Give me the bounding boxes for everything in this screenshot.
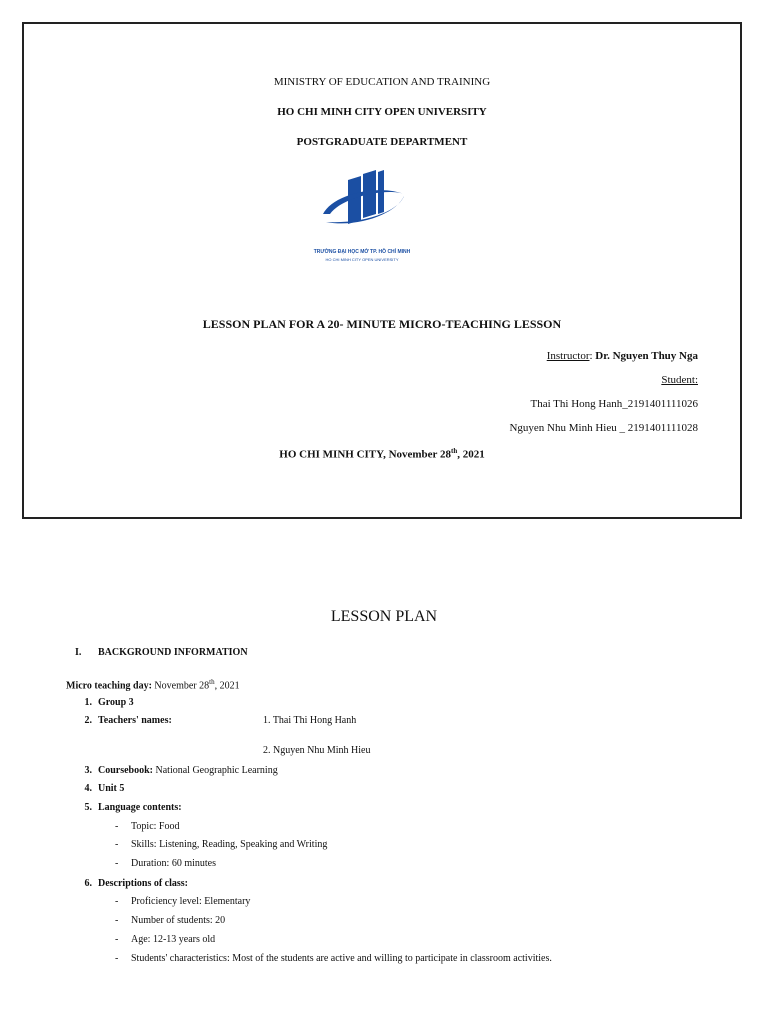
- place-date-year: , 2021: [457, 448, 485, 461]
- teacher-name-1: 1. Thai Thi Hong Hanh: [263, 715, 357, 726]
- item-number: 6.: [84, 878, 92, 889]
- day-value-year: , 2021: [214, 680, 240, 692]
- department-line: POSTGRADUATE DEPARTMENT: [296, 136, 468, 148]
- section-title: BACKGROUND INFORMATION: [98, 647, 248, 658]
- student-label: Student:: [661, 374, 698, 386]
- item-number: 1.: [84, 697, 92, 708]
- item-number: 2.: [84, 715, 92, 726]
- item-number: 3.: [84, 765, 92, 776]
- unit-item: Unit 5: [98, 783, 125, 794]
- logo-caption-english: HO CHI MINH CITY OPEN UNIVERSITY: [325, 257, 399, 262]
- bullet-dash: -: [115, 821, 119, 832]
- coursebook-label: Coursebook:: [98, 765, 154, 776]
- place-date-sup: th: [451, 447, 458, 455]
- instructor-label: Instructor: [546, 350, 590, 362]
- instructor-name: Dr. Nguyen Thuy Nga: [595, 350, 698, 362]
- cover-title: LESSON PLAN FOR A 20- MINUTE MICRO-TEACHING LESSON: [202, 317, 562, 331]
- class-characteristics: Students' characteristics: Most of the students are active and willing to participate in classroom activities.: [131, 953, 552, 964]
- group-item: Group 3: [98, 697, 134, 708]
- language-topic: Topic: Food: [131, 821, 180, 832]
- language-contents-label: Language contents:: [98, 802, 182, 813]
- instructor-line: Instructor: Dr. Nguyen Thuy Nga: [546, 350, 698, 362]
- lesson-plan-heading: LESSON PLAN: [330, 608, 438, 625]
- language-skills: Skills: Listening, Reading, Speaking and Writing: [131, 839, 328, 850]
- day-value: November 28: [154, 680, 210, 692]
- teachers-label: Teachers' names:: [98, 715, 172, 726]
- bullet-dash: -: [115, 896, 119, 907]
- day-value-sup: th: [209, 678, 215, 686]
- place-date: [24, 447, 740, 461]
- bullet-dash: -: [115, 953, 119, 964]
- language-duration: Duration: 60 minutes: [131, 858, 216, 869]
- coursebook-item: [98, 765, 278, 776]
- logo-caption-vietnamese: TRƯỜNG ĐẠI HỌC MỞ TP. HỒ CHÍ MINH: [313, 249, 411, 255]
- student-1: Thai Thi Hong Hanh_2191401111026: [530, 398, 698, 410]
- teacher-name-2: 2. Nguyen Nhu Minh Hieu: [263, 745, 371, 756]
- place-date-main: HO CHI MINH CITY, November 28: [279, 448, 451, 461]
- item-number: 4.: [84, 783, 92, 794]
- class-age: Age: 12-13 years old: [131, 934, 216, 945]
- bullet-dash: -: [115, 934, 119, 945]
- day-label: Micro teaching day:: [66, 680, 152, 692]
- cover-page: [22, 22, 742, 519]
- micro-teaching-day: [66, 678, 240, 691]
- university-logo-icon: [318, 162, 408, 242]
- section-number: I.: [75, 647, 82, 658]
- class-description-label: Descriptions of class:: [98, 878, 188, 889]
- class-size: Number of students: 20: [131, 915, 226, 926]
- coursebook-value: National Geographic Learning: [155, 765, 278, 776]
- university-line: HO CHI MINH CITY OPEN UNIVERSITY: [277, 106, 487, 118]
- bullet-dash: -: [115, 915, 119, 926]
- student-2: Nguyen Nhu Minh Hieu _ 2191401111028: [509, 422, 698, 434]
- bullet-dash: -: [115, 858, 119, 869]
- class-proficiency: Proficiency level: Elementary: [131, 896, 251, 907]
- item-number: 5.: [84, 802, 92, 813]
- ministry-line: MINISTRY OF EDUCATION AND TRAINING: [273, 76, 491, 88]
- bullet-dash: -: [115, 839, 119, 850]
